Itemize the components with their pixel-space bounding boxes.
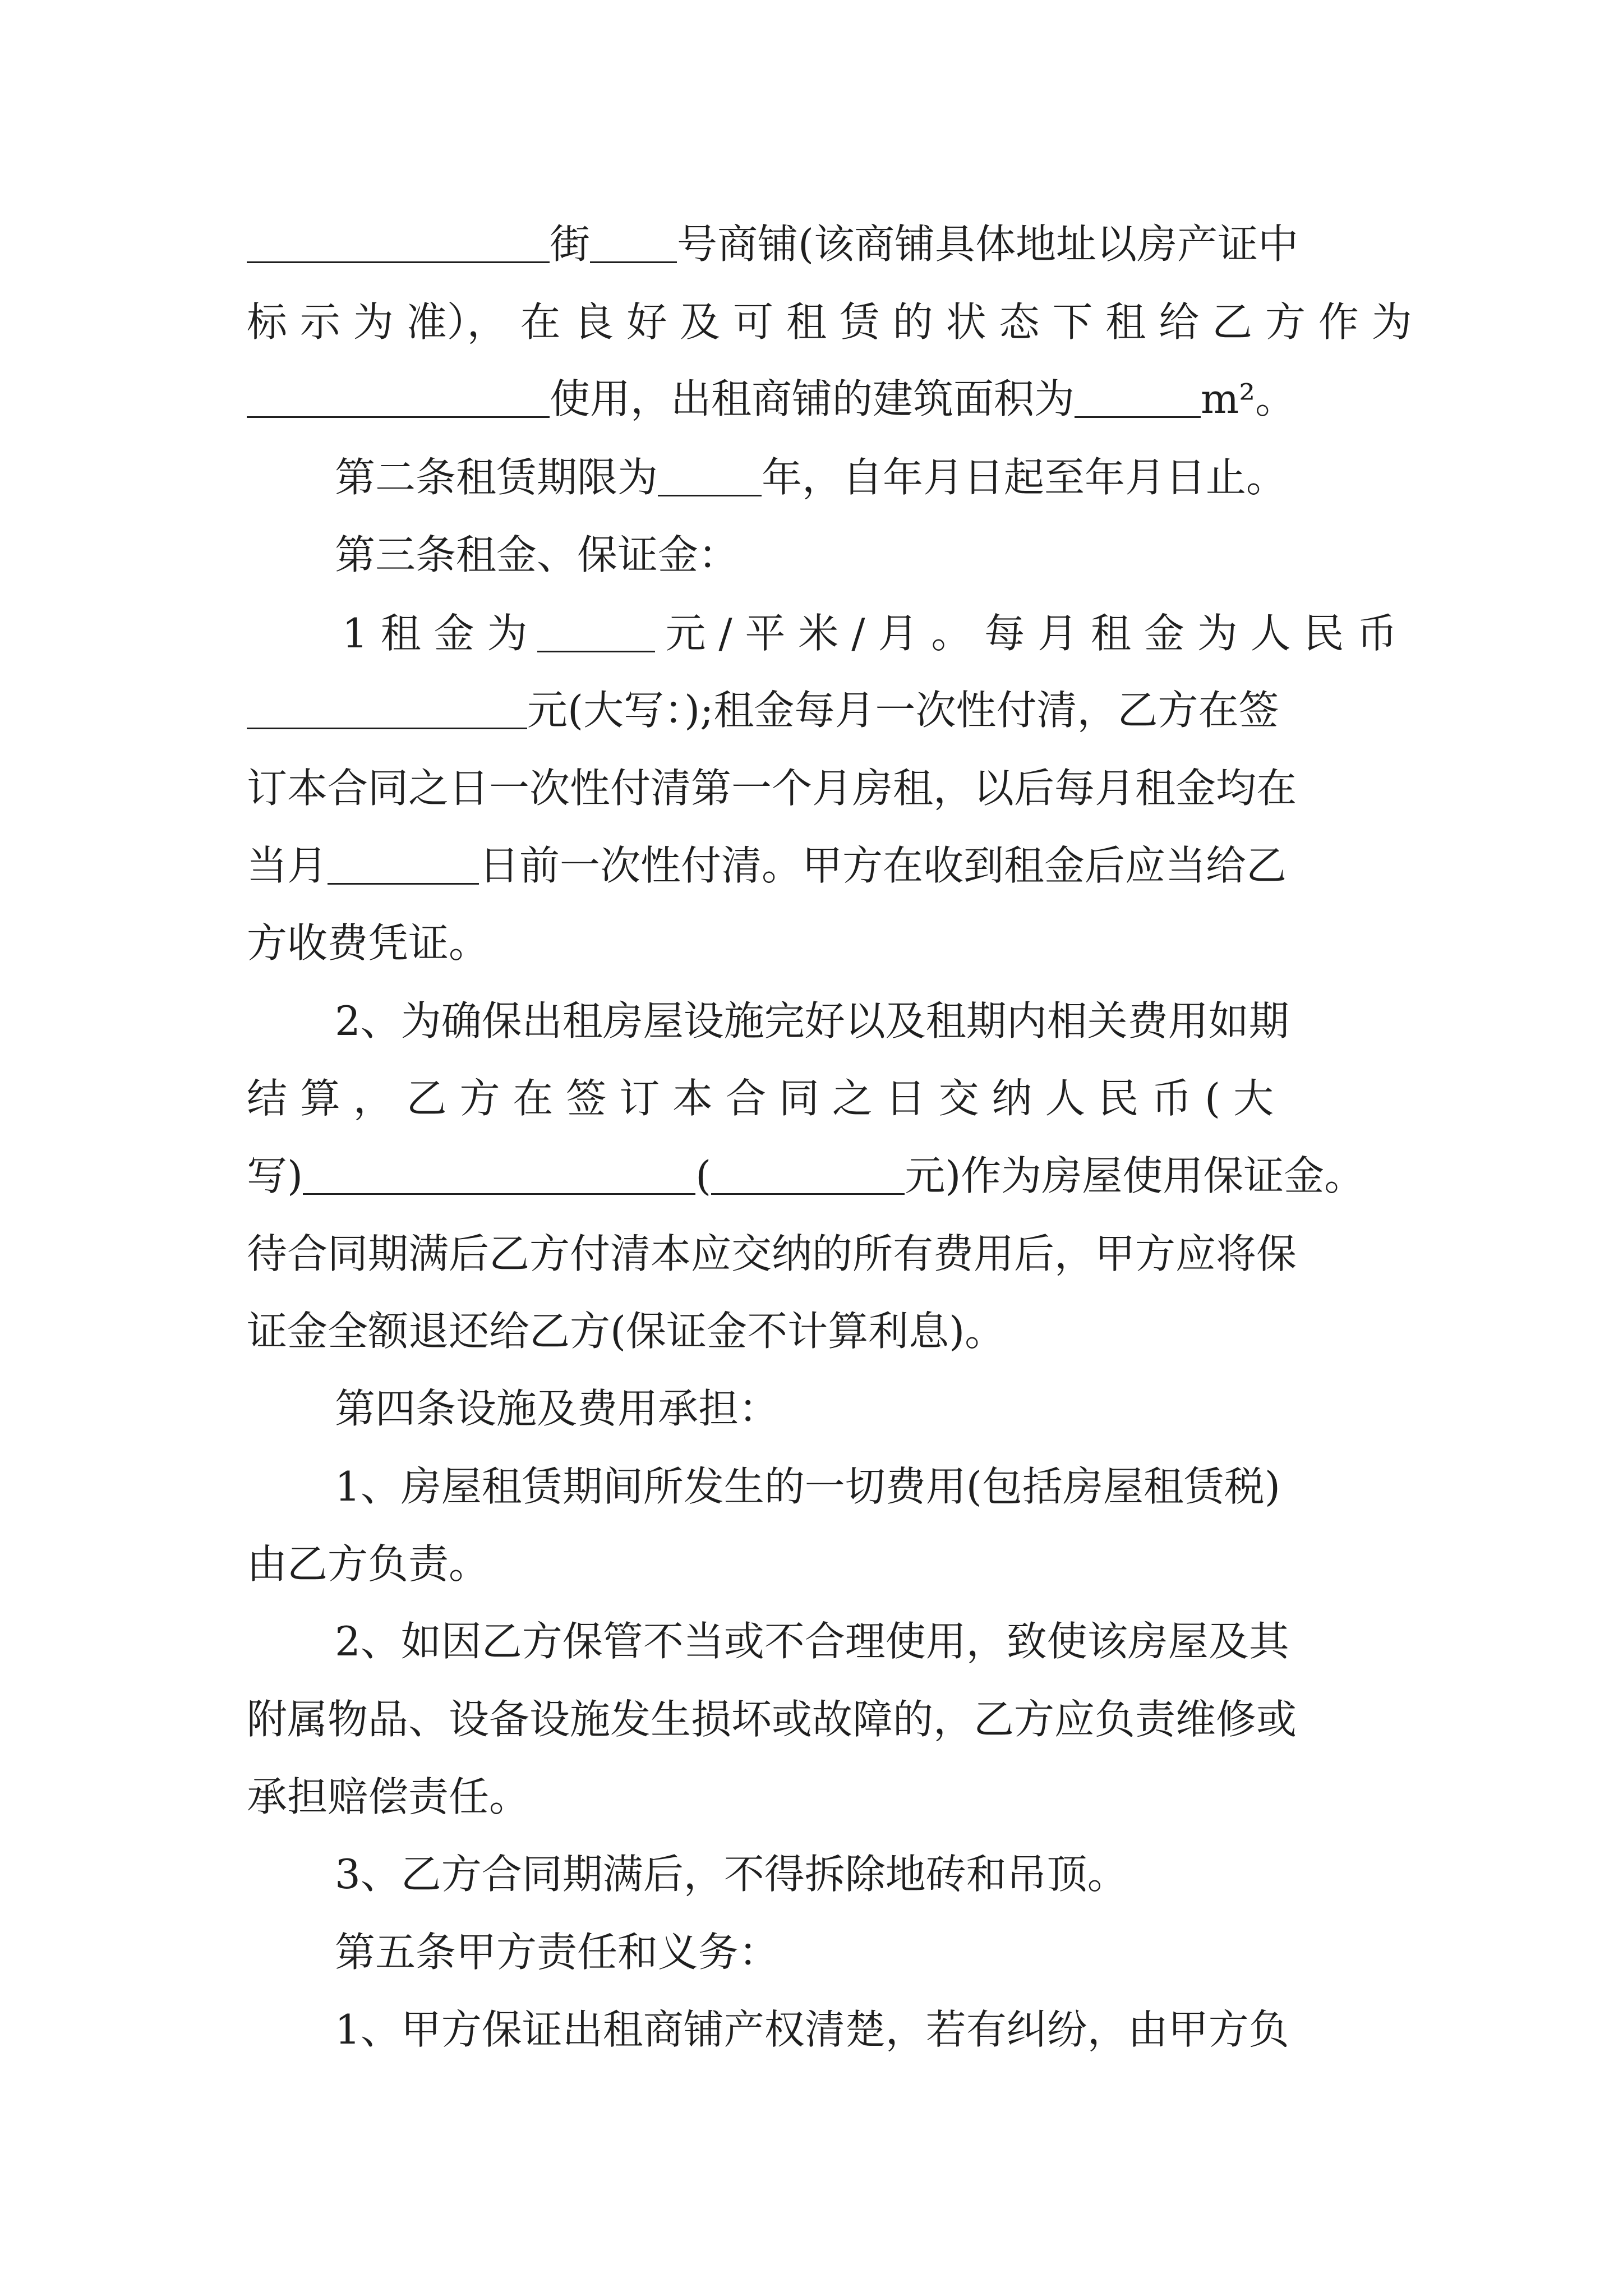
blank-deposit-words [303, 1151, 695, 1195]
blank-rent-per-sqm [537, 608, 655, 652]
text-line-1: 街 号商铺(该商铺具体地址以房产证中 [247, 219, 1298, 269]
text-line-fees-2: 由乙方负责。 [247, 1540, 490, 1588]
text-line-deposit-4: 待合同期满后乙方付清本应交纳的所有费用后，甲方应将保 [247, 1230, 1297, 1277]
article-4-heading: 第四条设施及费用承担： [335, 1385, 780, 1432]
text-line-damage-2: 附属物品、设备设施发生损坏或故障的，乙方应负责维修或 [247, 1696, 1297, 1743]
article-2-heading: 第二条租赁期限为 年，自年月日起至年月日止。 [335, 452, 1287, 503]
blank-usage [247, 374, 550, 418]
blank-deposit-amount [711, 1151, 905, 1195]
text-line-3: 使用，出租商铺的建筑面积为 m²。 [247, 374, 1295, 424]
blank-pay-day [328, 840, 479, 885]
article-3-heading: 第三条租金、保证金： [335, 531, 739, 578]
text-line-deposit-2: 结 算 ， 乙 方 在 签 订 本 合 同 之 日 交 纳 人 民 币 ( 大 [247, 1075, 1274, 1122]
text-line-rent-4: 当月 日前一次性付清。甲方在收到租金后应当给乙 [247, 840, 1287, 891]
text-line-2: 标 示 为 准）， 在 良 好 及 可 租 赁 的 状 态 下 租 给 乙 方 作 为 [247, 298, 1412, 346]
text-line-rent-1: 1 租 金 为 元 / 平 米 / 月 。 每 月 租 金 为 人 民 币 [342, 608, 1397, 659]
text-line-rent-3: 订本合同之日一次性付清第一个月房租，以后每月租金均在 [247, 765, 1297, 812]
text-line-deposit-5: 证金全额退还给乙方(保证金不计算利息)。 [247, 1308, 1006, 1355]
blank-area [1075, 374, 1201, 418]
blank-street [247, 219, 550, 263]
text-line-deposit-1: 2、为确保出租房屋设施完好以及租期内相关费用如期 [335, 997, 1289, 1045]
blank-lease-years [658, 452, 762, 496]
text-line-rent-2: 元(大写：);租金每月一次性付清，乙方在签 [247, 685, 1279, 735]
blank-number [590, 219, 677, 263]
text-line-fees-1: 1、房屋租赁期间所发生的一切费用(包括房屋租赁税) [335, 1463, 1280, 1510]
article-5-heading: 第五条甲方责任和义务： [335, 1929, 780, 1976]
blank-monthly-rent [247, 685, 527, 729]
text-line-tiles: 3、乙方合同期满后，不得拆除地砖和吊顶。 [335, 1851, 1128, 1898]
text-line-damage-1: 2、如因乙方保管不当或不合理使用，致使该房屋及其 [335, 1618, 1289, 1665]
text-line-damage-3: 承担赔偿责任。 [247, 1773, 530, 1820]
text-line-deposit-3: 写) ( 元)作为房屋使用保证金。 [247, 1151, 1364, 1201]
text-line-landlord-1: 1、甲方保证出租商铺产权清楚，若有纠纷，由甲方负 [335, 2006, 1289, 2053]
text-line-rent-5: 方收费凭证。 [247, 919, 490, 967]
